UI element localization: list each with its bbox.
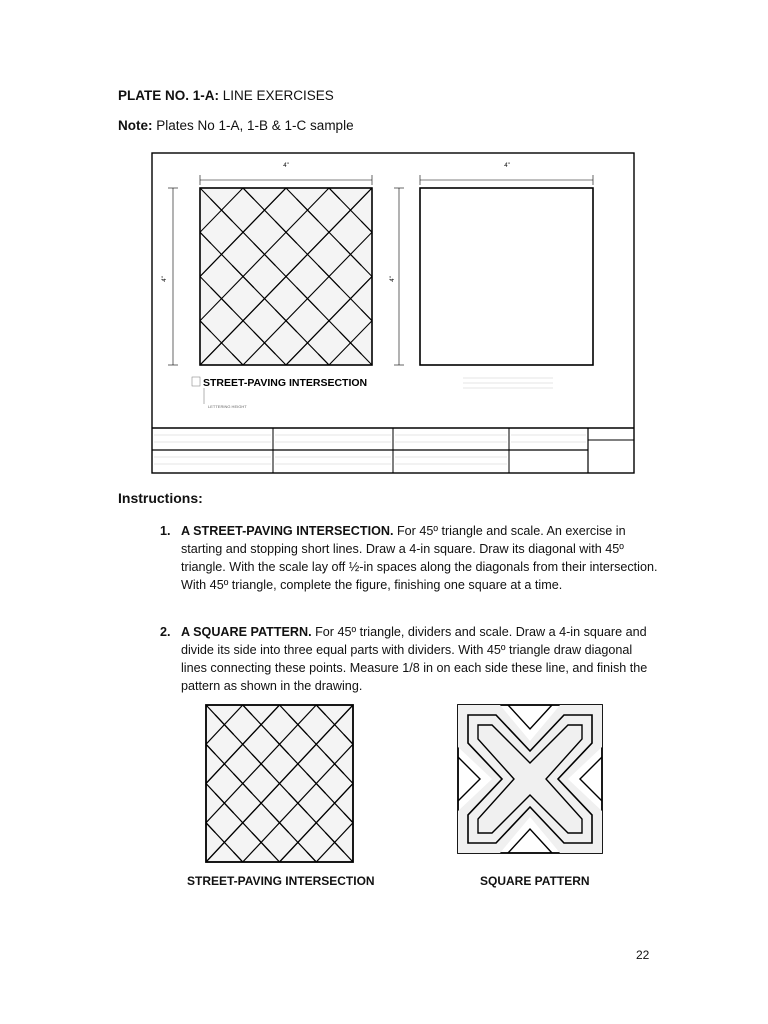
page-title bbox=[118, 88, 334, 103]
lettering-height-note: LETTERING HEIGHT bbox=[208, 404, 247, 409]
note-label: Note: bbox=[118, 118, 153, 133]
title-block bbox=[152, 428, 634, 473]
dimension-label-side-right: 4" bbox=[390, 276, 396, 282]
note-line bbox=[118, 118, 354, 133]
street-paving-pattern-large bbox=[118, 145, 638, 480]
title-plate-number: PLATE NO. 1-A: bbox=[118, 88, 219, 103]
instruction-text: For 45º triangle and scale. An exercise in starting and stopping short lines. Draw a 4-in square. Draw its diagonal with 45º triangle. With the scale lay off ½-in spaces along the diagonals from their intersection. With 45º triangle, complete the figure, finishing one square at a time. bbox=[181, 524, 658, 592]
instructions-heading: Instructions: bbox=[118, 490, 203, 506]
caption-square-pattern: SQUARE PATTERN bbox=[480, 874, 590, 888]
instruction-title: A STREET-PAVING INTERSECTION. bbox=[181, 524, 394, 538]
drawing-label-street-paving: STREET-PAVING INTERSECTION bbox=[203, 377, 368, 389]
title-text: LINE EXERCISES bbox=[219, 88, 334, 103]
instruction-item bbox=[160, 522, 660, 594]
square-pattern-drawing bbox=[458, 705, 602, 853]
page-number: 22 bbox=[636, 948, 650, 962]
dimension-label-top-right: 4" bbox=[504, 163, 510, 169]
instruction-title: A SQUARE PATTERN. bbox=[181, 625, 312, 639]
instruction-number: 2. bbox=[160, 625, 171, 639]
caption-street-paving: STREET-PAVING INTERSECTION bbox=[187, 874, 375, 888]
instruction-number: 1. bbox=[160, 524, 171, 538]
dimension-label-top-left: 4" bbox=[283, 163, 289, 169]
note-text: Plates No 1-A, 1-B & 1-C sample bbox=[152, 118, 354, 133]
empty-square-frame bbox=[420, 188, 593, 365]
instruction-item bbox=[160, 623, 660, 695]
lettering-height-marker bbox=[192, 377, 200, 386]
instruction-text: For 45º triangle, dividers and scale. Draw a 4-in square and divide its side into three equal parts with dividers. With 45º triangle draw diagonal lines connecting these points. Measure 1/8 in on each side these line, and finish the pattern as shown in the drawing. bbox=[181, 625, 648, 693]
sample-drawings bbox=[190, 697, 630, 872]
dimension-label-side-left: 4" bbox=[162, 276, 168, 282]
plate-sample-drawing bbox=[118, 145, 638, 480]
